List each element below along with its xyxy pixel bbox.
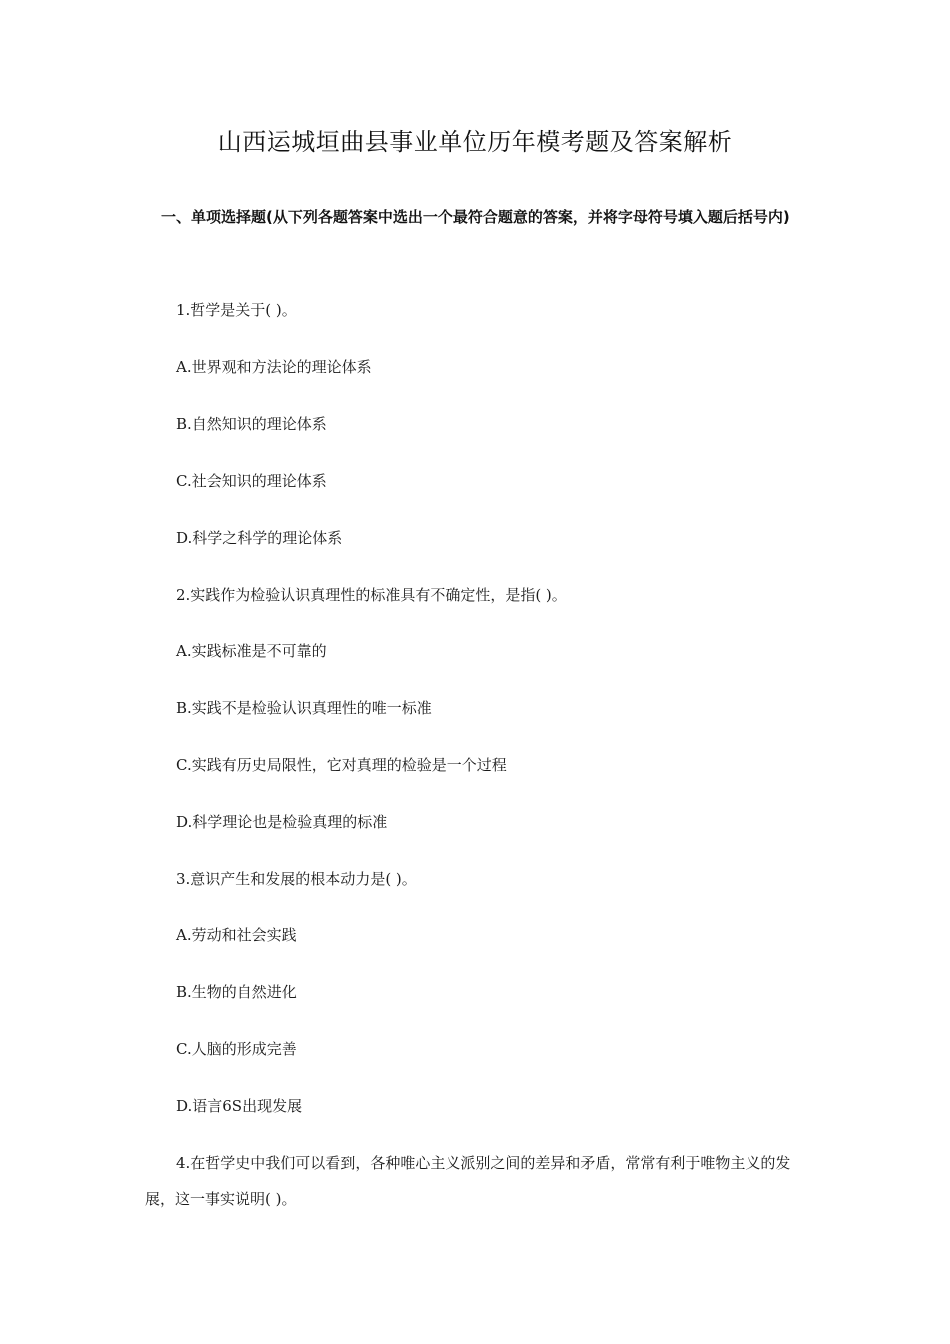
answer-option: A.实践标准是不可靠的 bbox=[176, 642, 327, 660]
section-heading: 一、单项选择题(从下列各题答案中选出一个最符合题意的答案，并将字母符号填入题后括号内) bbox=[161, 208, 790, 226]
question-stem: 3.意识产生和发展的根本动力是( )。 bbox=[176, 870, 417, 888]
answer-option: A.劳动和社会实践 bbox=[176, 926, 297, 944]
answer-option: D.科学理论也是检验真理的标准 bbox=[176, 813, 388, 831]
answer-option: B.生物的自然进化 bbox=[176, 983, 297, 1001]
question-stem: 4.在哲学史中我们可以看到，各种唯心主义派别之间的差异和矛盾，常常有利于唯物主义的发展，这一事实说明( )。 bbox=[145, 1154, 791, 1208]
answer-option: D.语言6S出现发展 bbox=[176, 1097, 303, 1115]
answer-option: A.世界观和方法论的理论体系 bbox=[176, 358, 372, 376]
answer-option: B.自然知识的理论体系 bbox=[176, 415, 327, 433]
answer-option: C.社会知识的理论体系 bbox=[176, 472, 327, 490]
document-title: 山西运城垣曲县事业单位历年模考题及答案解析 bbox=[217, 128, 733, 156]
answer-option: B.实践不是检验认识真理性的唯一标准 bbox=[176, 699, 432, 717]
answer-option: C.人脑的形成完善 bbox=[176, 1040, 297, 1058]
question-stem: 2.实践作为检验认识真理性的标准具有不确定性，是指( )。 bbox=[176, 586, 567, 604]
question-stem: 1.哲学是关于( )。 bbox=[176, 301, 297, 319]
answer-option: C.实践有历史局限性，它对真理的检验是一个过程 bbox=[176, 756, 507, 774]
answer-option: D.科学之科学的理论体系 bbox=[176, 529, 343, 547]
